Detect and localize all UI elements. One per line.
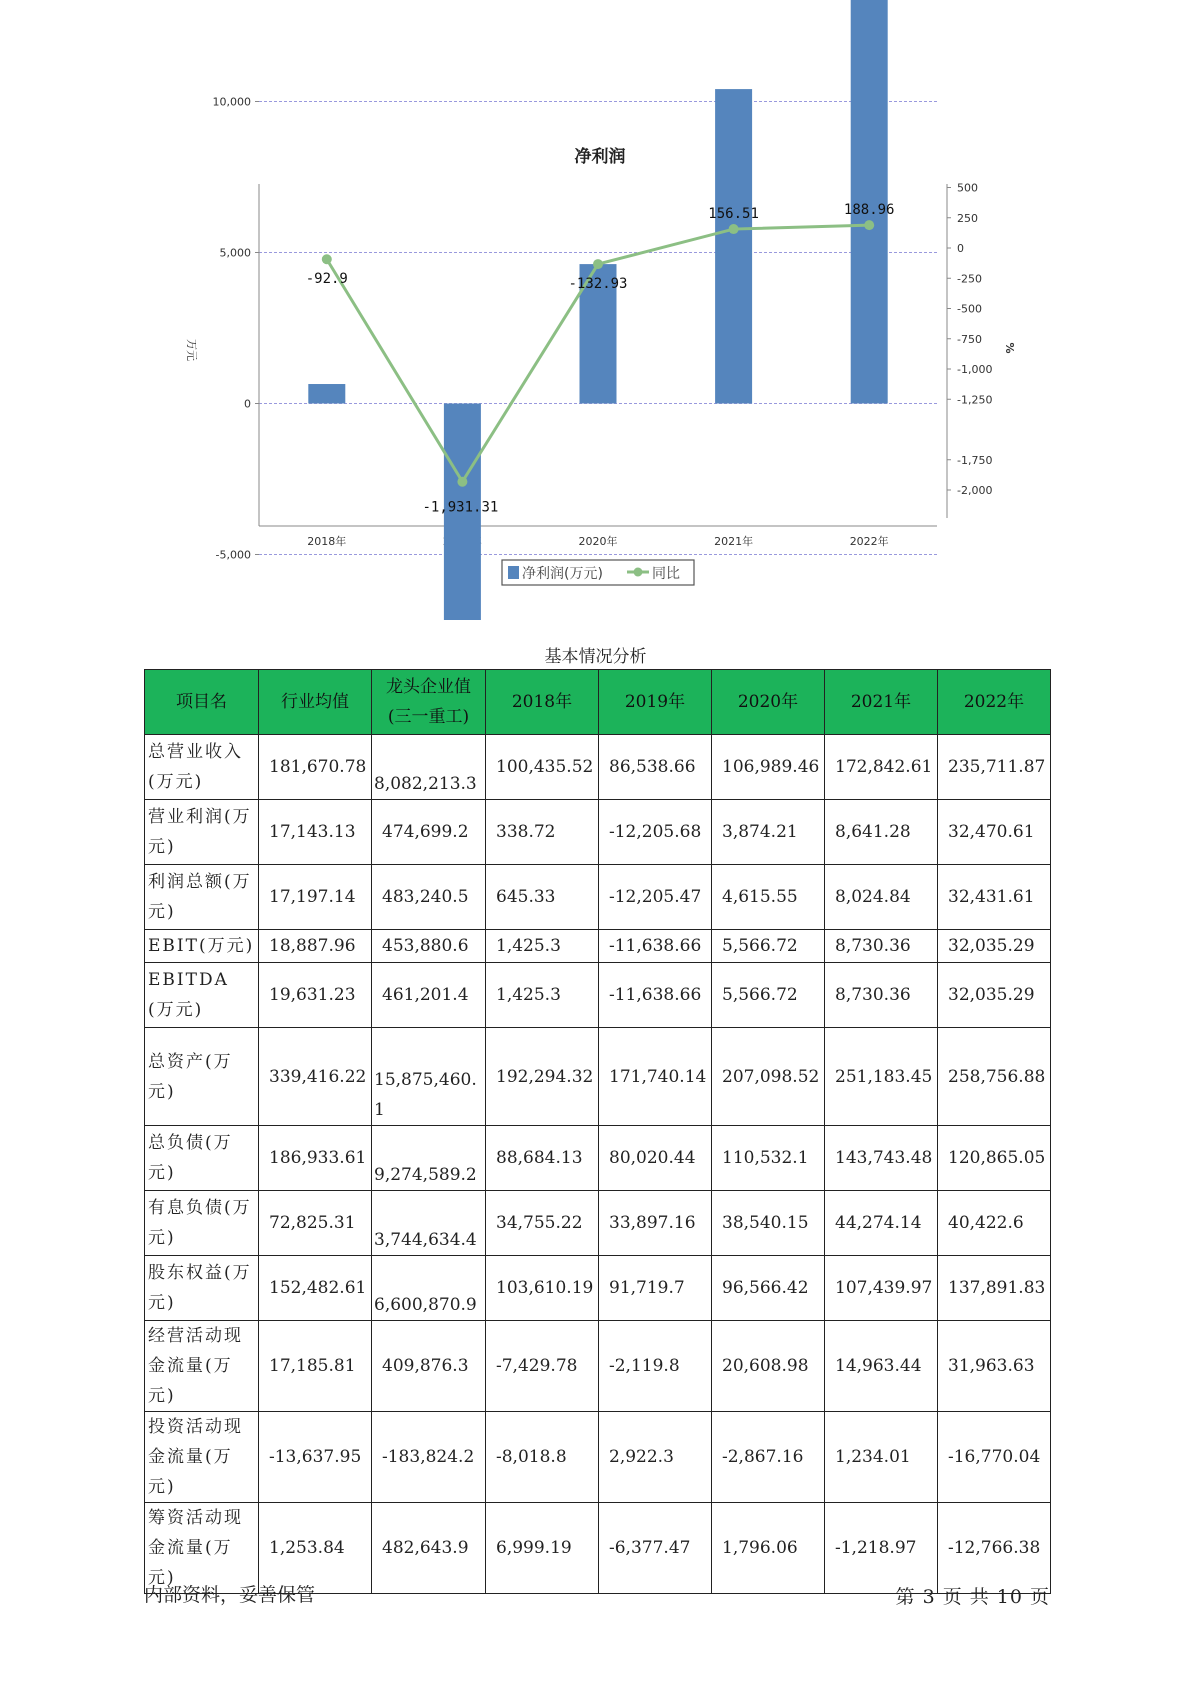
value-cell: 17,143.13 [259,800,372,865]
value-cell: 9,274,589.2 [372,1126,486,1191]
right-tick-label: -250 [957,272,982,286]
table-row [145,1256,1051,1321]
value-cell: 15,875,460.1 [372,1028,486,1126]
value-cell: 645.33 [486,865,599,930]
value-cell: 258,756.88 [938,1028,1051,1126]
value-cell: -7,429.78 [486,1321,599,1412]
value-cell: 1,425.3 [486,930,599,963]
value-cell: 409,876.3 [372,1321,486,1412]
value-cell: 32,470.61 [938,800,1051,865]
row-label-cell: 筹资活动现金流量(万元) [145,1503,259,1594]
table-header-cell: 行业均值 [259,670,372,735]
value-cell: 8,641.28 [825,800,938,865]
value-cell: 6,600,870.9 [372,1256,486,1321]
value-cell: 251,183.45 [825,1028,938,1126]
value-cell: 461,201.4 [372,963,486,1028]
table-row [145,1191,1051,1256]
right-tick-label: -1,250 [957,393,993,407]
row-label-cell: 股东权益(万元) [145,1256,259,1321]
value-cell: 137,891.83 [938,1256,1051,1321]
row-label-cell: 投资活动现金流量(万元) [145,1412,259,1503]
value-cell: 207,098.52 [712,1028,825,1126]
line-point [593,259,603,269]
value-cell: 192,294.32 [486,1028,599,1126]
value-cell: 1,253.84 [259,1503,372,1594]
value-cell: 453,880.6 [372,930,486,963]
basic-analysis-table [144,669,1051,1594]
value-cell: -1,218.97 [825,1503,938,1594]
value-cell: 33,897.16 [599,1191,712,1256]
table-row [145,930,1051,963]
value-cell: 235,711.87 [938,735,1051,800]
left-tick-label: 5,000 [219,246,251,260]
value-cell: 1,425.3 [486,963,599,1028]
value-cell: 100,435.52 [486,735,599,800]
value-cell: 44,274.14 [825,1191,938,1256]
value-cell: -16,770.04 [938,1412,1051,1503]
table-caption: 基本情况分析 [544,647,647,667]
value-cell: -6,377.47 [599,1503,712,1594]
line-point [322,254,332,264]
legend-line-label: 同比 [652,566,680,582]
table-header-cell: 龙头企业值(三一重工) [372,670,486,735]
value-cell: 186,933.61 [259,1126,372,1191]
value-cell: -12,205.68 [599,800,712,865]
table-header-cell: 2018年 [486,670,599,735]
value-cell: -12,766.38 [938,1503,1051,1594]
table-row [145,1321,1051,1412]
bar [308,384,345,403]
chart-legend [502,560,694,585]
value-cell: 17,185.81 [259,1321,372,1412]
value-cell: 4,615.55 [712,865,825,930]
table-row [145,800,1051,865]
legend-line-marker [634,568,643,577]
value-cell: 32,035.29 [938,963,1051,1028]
row-label-cell: 营业利润(万元) [145,800,259,865]
table-row [145,963,1051,1028]
table-header-row [145,670,1051,735]
value-cell: 20,608.98 [712,1321,825,1412]
value-cell: 171,740.14 [599,1028,712,1126]
footer-page-number: 第 3 页 共 10 页 [895,1586,1050,1608]
bar [715,89,752,403]
row-label-cell: EBITDA(万元) [145,963,259,1028]
row-label-cell: EBIT(万元) [145,930,259,963]
row-label-cell: 总营业收入(万元) [145,735,259,800]
value-cell: 34,755.22 [486,1191,599,1256]
value-cell: 19,631.23 [259,963,372,1028]
right-tick-label: -1,750 [957,453,993,467]
value-cell: 338.72 [486,800,599,865]
left-tick-label: 10,000 [212,95,251,109]
footer-confidential-note: 内部资料，妥善保管 [144,1584,316,1606]
table-row [145,1412,1051,1503]
yoy-data-label: 156.51 [708,206,759,223]
value-cell: -11,638.66 [599,930,712,963]
value-cell: -183,824.2 [372,1412,486,1503]
table-header-cell: 2019年 [599,670,712,735]
right-tick-label: 250 [957,211,978,225]
x-tick-label: 2020年 [578,535,618,548]
line-point [457,477,467,487]
value-cell: 18,887.96 [259,930,372,963]
value-cell: 172,842.61 [825,735,938,800]
value-cell: 339,416.22 [259,1028,372,1126]
right-tick-label: -1,000 [957,363,993,376]
legend-bar-label: 净利润(万元) [522,566,603,582]
value-cell: 3,744,634.4 [372,1191,486,1256]
value-cell: 8,082,213.3 [372,735,486,800]
right-tick-label: -500 [957,302,982,316]
line-point [729,224,739,234]
value-cell: 14,963.44 [825,1321,938,1412]
net-profit-chart [0,0,1191,620]
bar-series [305,0,887,620]
right-axis-title: % [1003,342,1016,354]
value-cell: 5,566.72 [712,930,825,963]
value-cell: 8,730.36 [825,963,938,1028]
table-row [145,865,1051,930]
right-tick-label: -750 [957,332,982,346]
value-cell: 6,999.19 [486,1503,599,1594]
right-tick-label: -2,000 [957,484,993,497]
value-cell: 3,874.21 [712,800,825,865]
value-cell: 96,566.42 [712,1256,825,1321]
value-cell: 482,643.9 [372,1503,486,1594]
left-axis-title: 万元 [185,339,198,361]
value-cell: 88,684.13 [486,1126,599,1191]
table-row [145,1126,1051,1191]
value-cell: 1,234.01 [825,1412,938,1503]
row-label-cell: 利润总额(万元) [145,865,259,930]
value-cell: 181,670.78 [259,735,372,800]
value-cell: -2,867.16 [712,1412,825,1503]
chart-title: 净利润 [574,147,626,167]
value-cell: 107,439.97 [825,1256,938,1321]
yoy-data-label: -92.9 [305,271,348,288]
value-cell: -8,018.8 [486,1412,599,1503]
value-cell: 40,422.6 [938,1191,1051,1256]
value-cell: 38,540.15 [712,1191,825,1256]
table-row [145,1028,1051,1126]
row-label-cell: 总负债(万元) [145,1126,259,1191]
line-point [864,220,874,230]
row-label-cell: 经营活动现金流量(万元) [145,1321,259,1412]
value-cell: 32,035.29 [938,930,1051,963]
table-header-cell: 项目名 [145,670,259,735]
row-label-cell: 有息负债(万元) [145,1191,259,1256]
table-header-cell: 2021年 [825,670,938,735]
left-tick-label: -5,000 [215,548,251,562]
left-tick-label: 0 [244,397,251,411]
legend-bar-swatch [508,566,519,579]
value-cell: 2,922.3 [599,1412,712,1503]
value-cell: 8,730.36 [825,930,938,963]
value-cell: 1,796.06 [712,1503,825,1594]
value-cell: -13,637.95 [259,1412,372,1503]
table-row [145,735,1051,800]
value-cell: -2,119.8 [599,1321,712,1412]
value-cell: -11,638.66 [599,963,712,1028]
yoy-data-label: 188.96 [843,202,895,219]
value-cell: 5,566.72 [712,963,825,1028]
value-cell: 120,865.05 [938,1126,1051,1191]
value-cell: 143,743.48 [825,1126,938,1191]
right-tick-label: 0 [957,242,964,255]
yoy-data-label: -1,931.31 [422,499,499,516]
value-cell: 103,610.19 [486,1256,599,1321]
yoy-data-label: -132.93 [568,276,628,293]
value-cell: 32,431.61 [938,865,1051,930]
table-header-cell: 2020年 [712,670,825,735]
value-cell: 474,699.2 [372,800,486,865]
value-cell: 106,989.46 [712,735,825,800]
table-header-cell: 2022年 [938,670,1051,735]
value-cell: -12,205.47 [599,865,712,930]
x-tick-label: 2018年 [307,535,347,548]
value-cell: 483,240.5 [372,865,486,930]
row-label-cell: 总资产(万元) [145,1028,259,1126]
x-tick-label: 2021年 [714,535,754,548]
value-cell: 72,825.31 [259,1191,372,1256]
x-tick-label: 2022年 [849,535,889,548]
value-cell: 86,538.66 [599,735,712,800]
right-tick-label: 500 [957,181,978,195]
value-cell: 31,963.63 [938,1321,1051,1412]
value-cell: 17,197.14 [259,865,372,930]
value-cell: 8,024.84 [825,865,938,930]
value-cell: 110,532.1 [712,1126,825,1191]
value-cell: 91,719.7 [599,1256,712,1321]
value-cell: 80,020.44 [599,1126,712,1191]
value-cell: 152,482.61 [259,1256,372,1321]
